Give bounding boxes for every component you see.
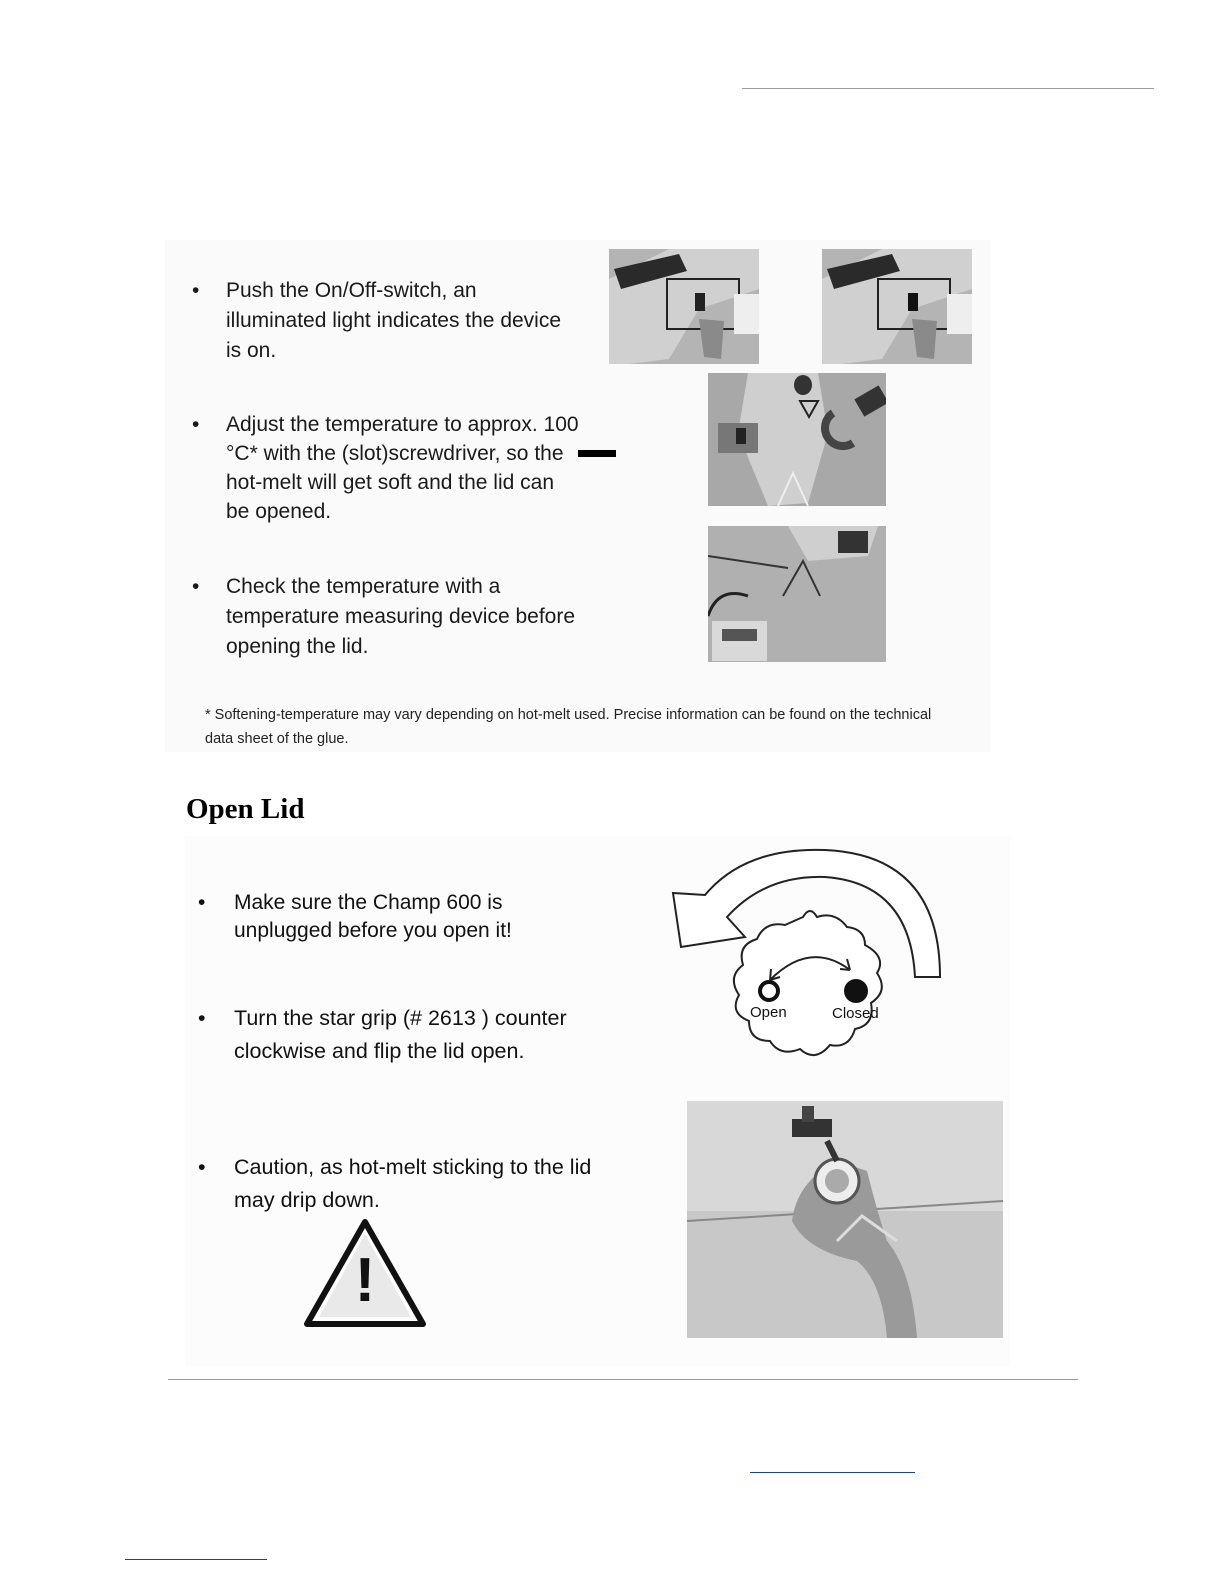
bullet-line: may drip down. xyxy=(234,1188,380,1212)
photo-switch-on xyxy=(822,249,972,364)
bullet-line: unplugged before you open it! xyxy=(234,919,512,942)
footer-rule xyxy=(168,1379,1078,1380)
bottom-link[interactable] xyxy=(125,1543,267,1560)
counter-clockwise-arrow-icon xyxy=(665,845,955,1075)
bullet-line: Caution, as hot-melt sticking to the lid xyxy=(234,1155,592,1179)
star-grip-diagram xyxy=(665,845,955,1075)
photo-switch-off xyxy=(609,249,759,364)
bullet-line: opening the lid. xyxy=(226,635,369,658)
footnote-line: * Softening-temperature may vary depending on hot-melt used. Precise information can be found on the technical xyxy=(205,707,932,723)
bullet-line: °C* with the (slot)screwdriver, so the xyxy=(226,442,564,465)
warning-triangle xyxy=(303,1218,427,1328)
bullet-marker: • xyxy=(198,1155,206,1179)
bullet-line: Turn the star grip (# 2613 ) counter xyxy=(234,1006,567,1030)
footnote xyxy=(205,703,945,751)
bullet-line: temperature measuring device before xyxy=(226,605,576,628)
warning-symbol: ! xyxy=(354,1246,376,1315)
bullet-line: Push the On/Off-switch, an xyxy=(226,279,477,302)
bullet-marker: • xyxy=(192,413,200,436)
knob-label-open: Open xyxy=(750,1004,787,1021)
dash-mark xyxy=(578,450,616,457)
bullet-line: Adjust the temperature to approx. 100 xyxy=(226,413,579,436)
closed-indicator-icon xyxy=(844,979,868,1003)
section-heading-open-lid: Open Lid xyxy=(186,793,305,825)
bullet-marker: • xyxy=(192,279,200,302)
open-indicator-icon xyxy=(760,982,778,1000)
header-rule xyxy=(742,88,1154,89)
knob-label-closed: Closed xyxy=(832,1005,879,1022)
bullet-line: is on. xyxy=(226,339,277,362)
bullet-marker: • xyxy=(192,575,200,598)
bullet-line: be opened. xyxy=(226,500,332,523)
bullet-line: hot-melt will get soft and the lid can xyxy=(226,471,555,494)
photo-temperature-measuring xyxy=(708,526,886,662)
bullet-marker: • xyxy=(198,1006,206,1030)
photo-screwdriver-adjust xyxy=(708,373,886,506)
bullet-line: clockwise and flip the lid open. xyxy=(234,1039,525,1063)
footer-link[interactable] xyxy=(750,1452,915,1473)
bullet-marker: • xyxy=(198,891,206,914)
bullet-line: Make sure the Champ 600 is xyxy=(234,891,503,914)
bullet-line: illuminated light indicates the device xyxy=(226,309,562,332)
footnote-line: data sheet of the glue. xyxy=(205,731,349,747)
bullet-line: Check the temperature with a xyxy=(226,575,501,598)
photo-open-lid xyxy=(687,1101,1003,1338)
